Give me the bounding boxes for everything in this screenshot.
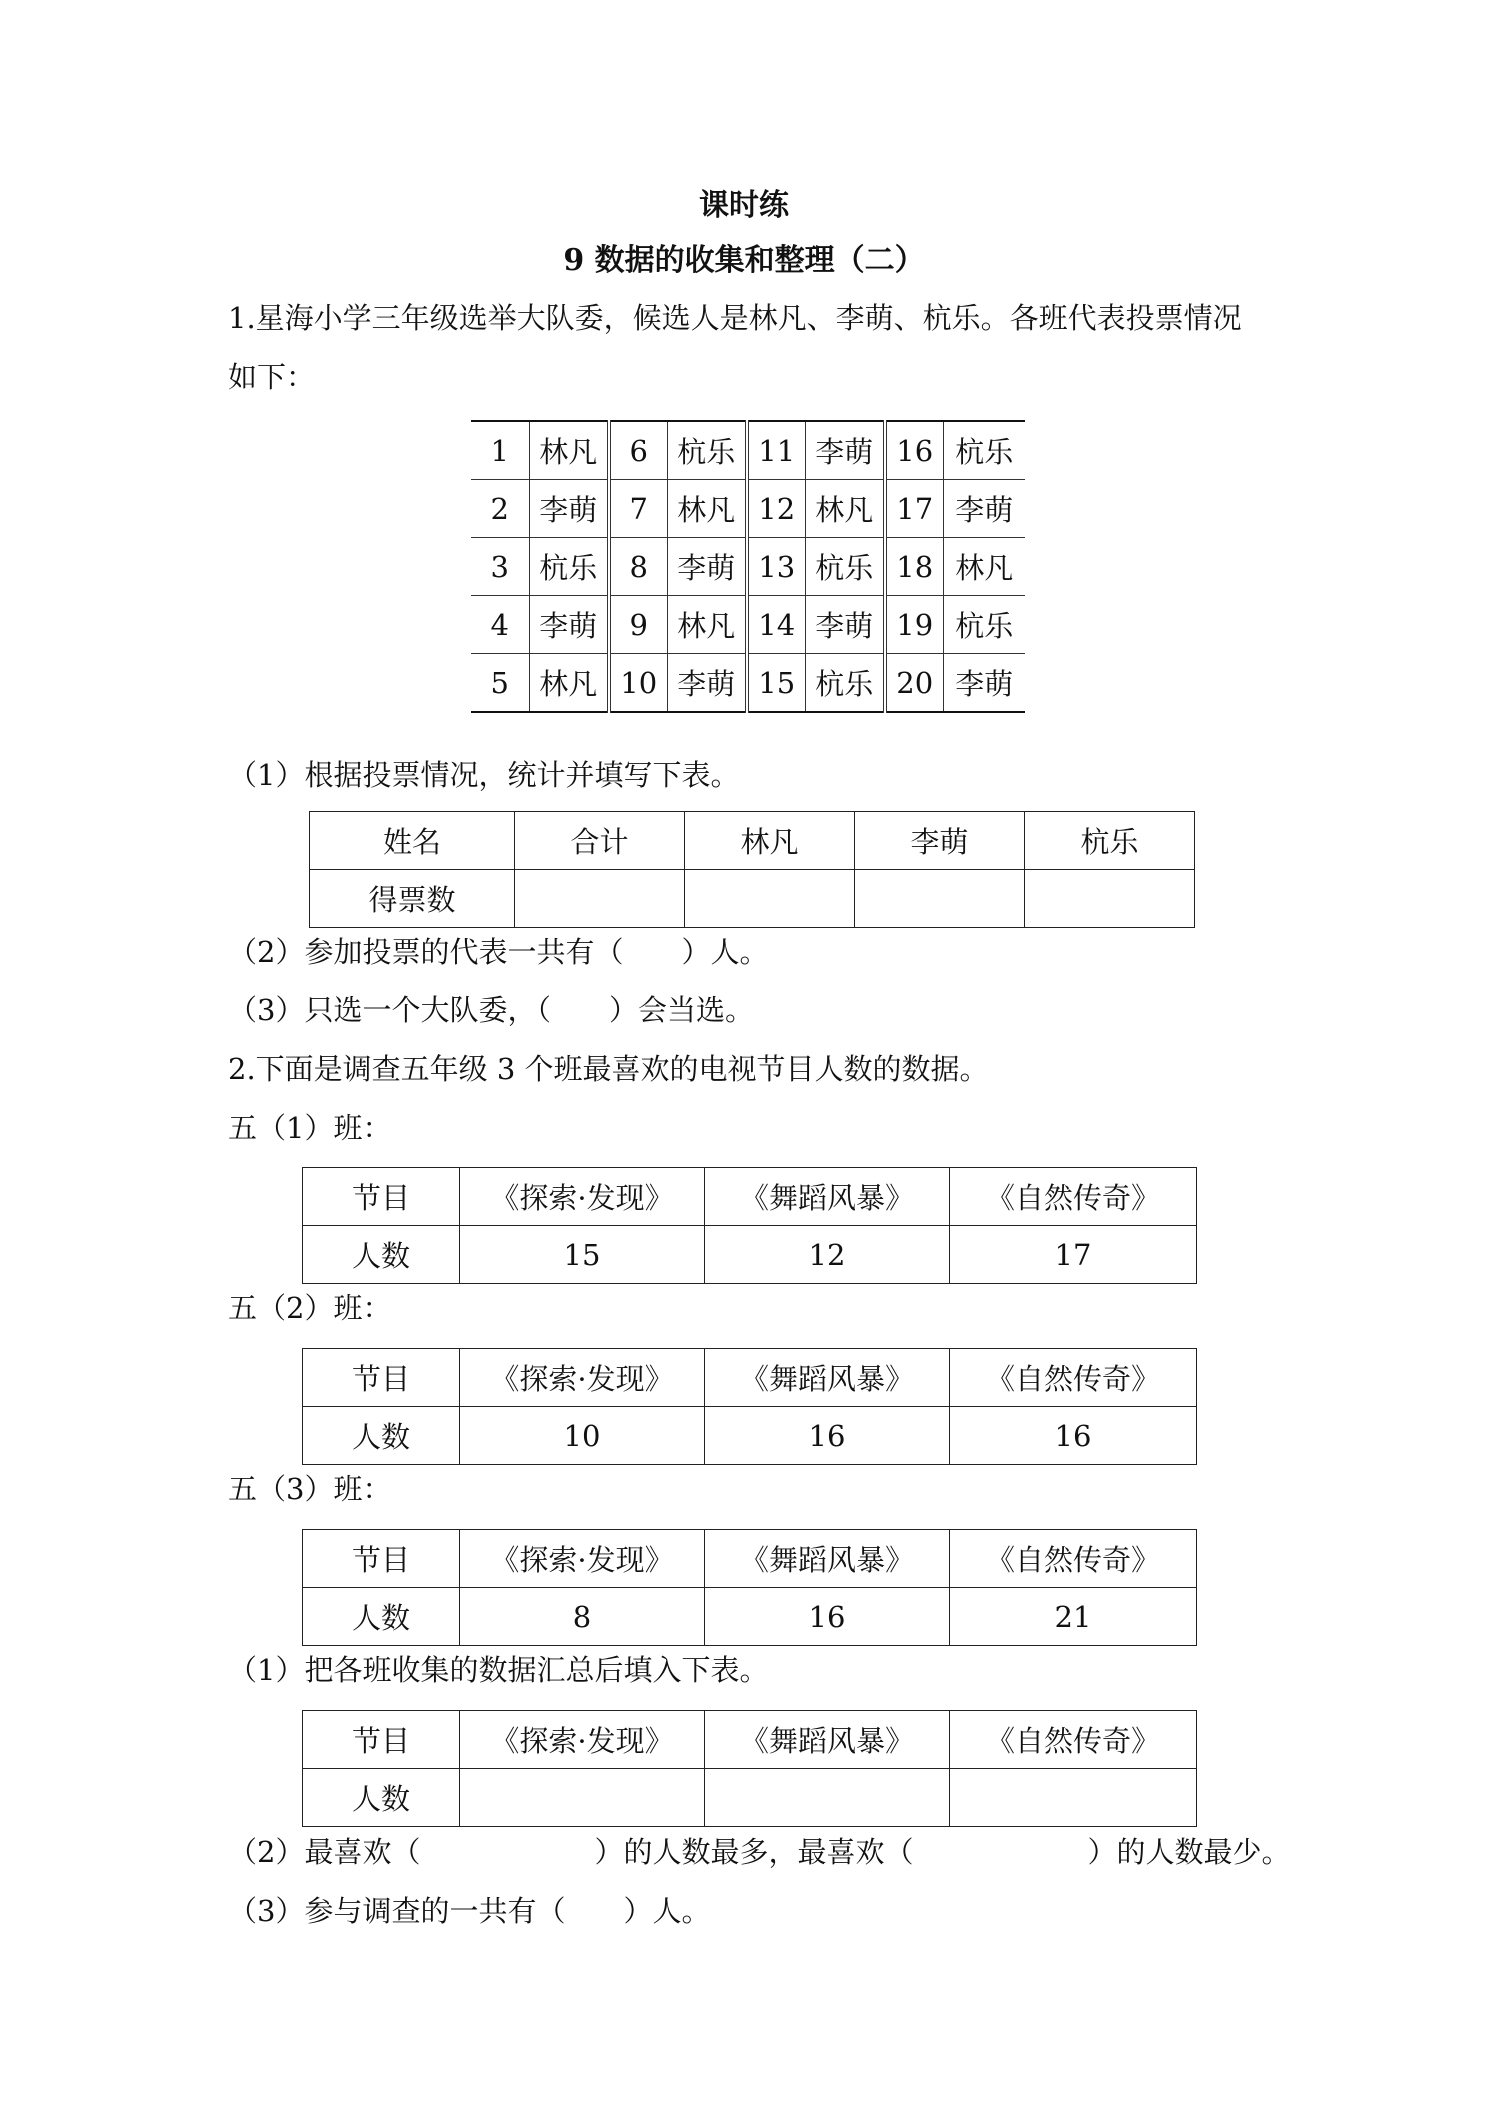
lesson-subtitle: 9 数据的收集和整理（二） (563, 243, 925, 278)
vote-candidate: 杭乐 (943, 421, 1025, 480)
vote-candidate: 杭乐 (805, 538, 885, 596)
count-value: 16 (705, 1407, 950, 1465)
vote-number: 4 (471, 596, 529, 654)
count-value: 10 (460, 1407, 705, 1465)
tally-blank-cell[interactable] (685, 870, 855, 928)
program-name: 《舞蹈风暴》 (705, 1168, 950, 1226)
vote-number: 3 (471, 538, 529, 596)
vote-number: 8 (609, 538, 667, 596)
page-title: 课时练 (699, 188, 789, 223)
vote-number: 1 (471, 421, 529, 480)
q2-part3: （3）参与调查的一共有（ ）人。 (228, 1894, 711, 1928)
vote-candidate: 林凡 (805, 480, 885, 538)
summary-table (302, 1710, 1197, 1827)
vote-number: 17 (885, 480, 943, 538)
program-name: 《自然传奇》 (950, 1349, 1197, 1407)
vote-row (471, 480, 1025, 538)
vote-candidate: 林凡 (529, 421, 609, 480)
program-name: 《探索·发现》 (460, 1711, 705, 1769)
count-header: 人数 (303, 1407, 460, 1465)
count-value: 17 (950, 1226, 1197, 1284)
program-header: 节目 (303, 1711, 460, 1769)
count-value: 16 (950, 1407, 1197, 1465)
program-name: 《探索·发现》 (460, 1530, 705, 1588)
tally-header-cell: 林凡 (685, 812, 855, 870)
program-header: 节目 (303, 1168, 460, 1226)
vote-number: 16 (885, 421, 943, 480)
vote-candidate: 李萌 (667, 654, 747, 713)
tally-blank-cell[interactable] (1025, 870, 1195, 928)
count-value: 21 (950, 1588, 1197, 1646)
program-name: 《探索·发现》 (460, 1349, 705, 1407)
q1-intro-line1: 1.星海小学三年级选举大队委，候选人是林凡、李萌、杭乐。各班代表投票情况 (228, 301, 1242, 335)
summary-blank-cell[interactable] (950, 1769, 1197, 1827)
vote-number: 11 (747, 421, 805, 480)
vote-number: 5 (471, 654, 529, 713)
vote-number: 7 (609, 480, 667, 538)
class-2-label: 五（2）班： (228, 1291, 392, 1325)
count-header: 人数 (303, 1226, 460, 1284)
program-name: 《自然传奇》 (950, 1530, 1197, 1588)
vote-number: 10 (609, 654, 667, 713)
class-1-label: 五（1）班： (228, 1111, 392, 1145)
vote-candidate: 杭乐 (529, 538, 609, 596)
vote-row (471, 421, 1025, 480)
q1-part3: （3）只选一个大队委，（ ）会当选。 (228, 993, 754, 1027)
q2-intro: 2.下面是调查五年级 3 个班最喜欢的电视节目人数的数据。 (228, 1052, 989, 1086)
vote-candidate: 杭乐 (943, 596, 1025, 654)
vote-row (471, 654, 1025, 713)
class-2-table (302, 1348, 1197, 1465)
class-3-table (302, 1529, 1197, 1646)
vote-candidate: 李萌 (943, 480, 1025, 538)
program-name: 《舞蹈风暴》 (705, 1711, 950, 1769)
count-header: 人数 (303, 1588, 460, 1646)
vote-candidate: 杭乐 (805, 654, 885, 713)
vote-candidate: 杭乐 (667, 421, 747, 480)
vote-number: 15 (747, 654, 805, 713)
vote-candidate: 李萌 (529, 480, 609, 538)
vote-candidate: 李萌 (529, 596, 609, 654)
vote-candidate: 李萌 (805, 596, 885, 654)
q1-intro-line2: 如下： (228, 360, 316, 394)
vote-number: 20 (885, 654, 943, 713)
vote-row (471, 596, 1025, 654)
vote-row (471, 538, 1025, 596)
vote-candidate: 李萌 (667, 538, 747, 596)
vote-number: 6 (609, 421, 667, 480)
q1-part2: （2）参加投票的代表一共有（ ）人。 (228, 935, 769, 969)
program-name: 《舞蹈风暴》 (705, 1530, 950, 1588)
vote-number: 12 (747, 480, 805, 538)
tally-table (309, 811, 1195, 928)
vote-candidate: 林凡 (529, 654, 609, 713)
tally-header-cell: 李萌 (855, 812, 1025, 870)
vote-number: 13 (747, 538, 805, 596)
q2-part2: （2）最喜欢（ ）的人数最多，最喜欢（ ）的人数最少。 (228, 1835, 1291, 1869)
vote-candidate: 林凡 (943, 538, 1025, 596)
tally-votes-row (310, 870, 1195, 928)
class-3-label: 五（3）班： (228, 1472, 392, 1506)
count-value: 12 (705, 1226, 950, 1284)
program-name: 《舞蹈风暴》 (705, 1349, 950, 1407)
tally-header-cell: 杭乐 (1025, 812, 1195, 870)
count-value: 8 (460, 1588, 705, 1646)
program-name: 《自然传奇》 (950, 1168, 1197, 1226)
tally-blank-cell[interactable] (855, 870, 1025, 928)
count-value: 16 (705, 1588, 950, 1646)
vote-candidate: 林凡 (667, 596, 747, 654)
class-1-table (302, 1167, 1197, 1284)
q2-part1: （1）把各班收集的数据汇总后填入下表。 (228, 1653, 769, 1687)
tally-row-label: 得票数 (310, 870, 515, 928)
count-value: 15 (460, 1226, 705, 1284)
vote-candidate: 林凡 (667, 480, 747, 538)
program-header: 节目 (303, 1530, 460, 1588)
vote-number: 2 (471, 480, 529, 538)
tally-header-row (310, 812, 1195, 870)
program-name: 《自然传奇》 (950, 1711, 1197, 1769)
vote-candidate: 李萌 (805, 421, 885, 480)
tally-blank-cell[interactable] (515, 870, 685, 928)
program-name: 《探索·发现》 (460, 1168, 705, 1226)
count-header: 人数 (303, 1769, 460, 1827)
vote-number: 18 (885, 538, 943, 596)
summary-blank-cell[interactable] (460, 1769, 705, 1827)
q1-part1: （1）根据投票情况，统计并填写下表。 (228, 758, 740, 792)
vote-table (471, 420, 1025, 713)
vote-number: 19 (885, 596, 943, 654)
summary-blank-cell[interactable] (705, 1769, 950, 1827)
vote-candidate: 李萌 (943, 654, 1025, 713)
vote-number: 14 (747, 596, 805, 654)
tally-header-cell: 姓名 (310, 812, 515, 870)
tally-header-cell: 合计 (515, 812, 685, 870)
vote-number: 9 (609, 596, 667, 654)
program-header: 节目 (303, 1349, 460, 1407)
